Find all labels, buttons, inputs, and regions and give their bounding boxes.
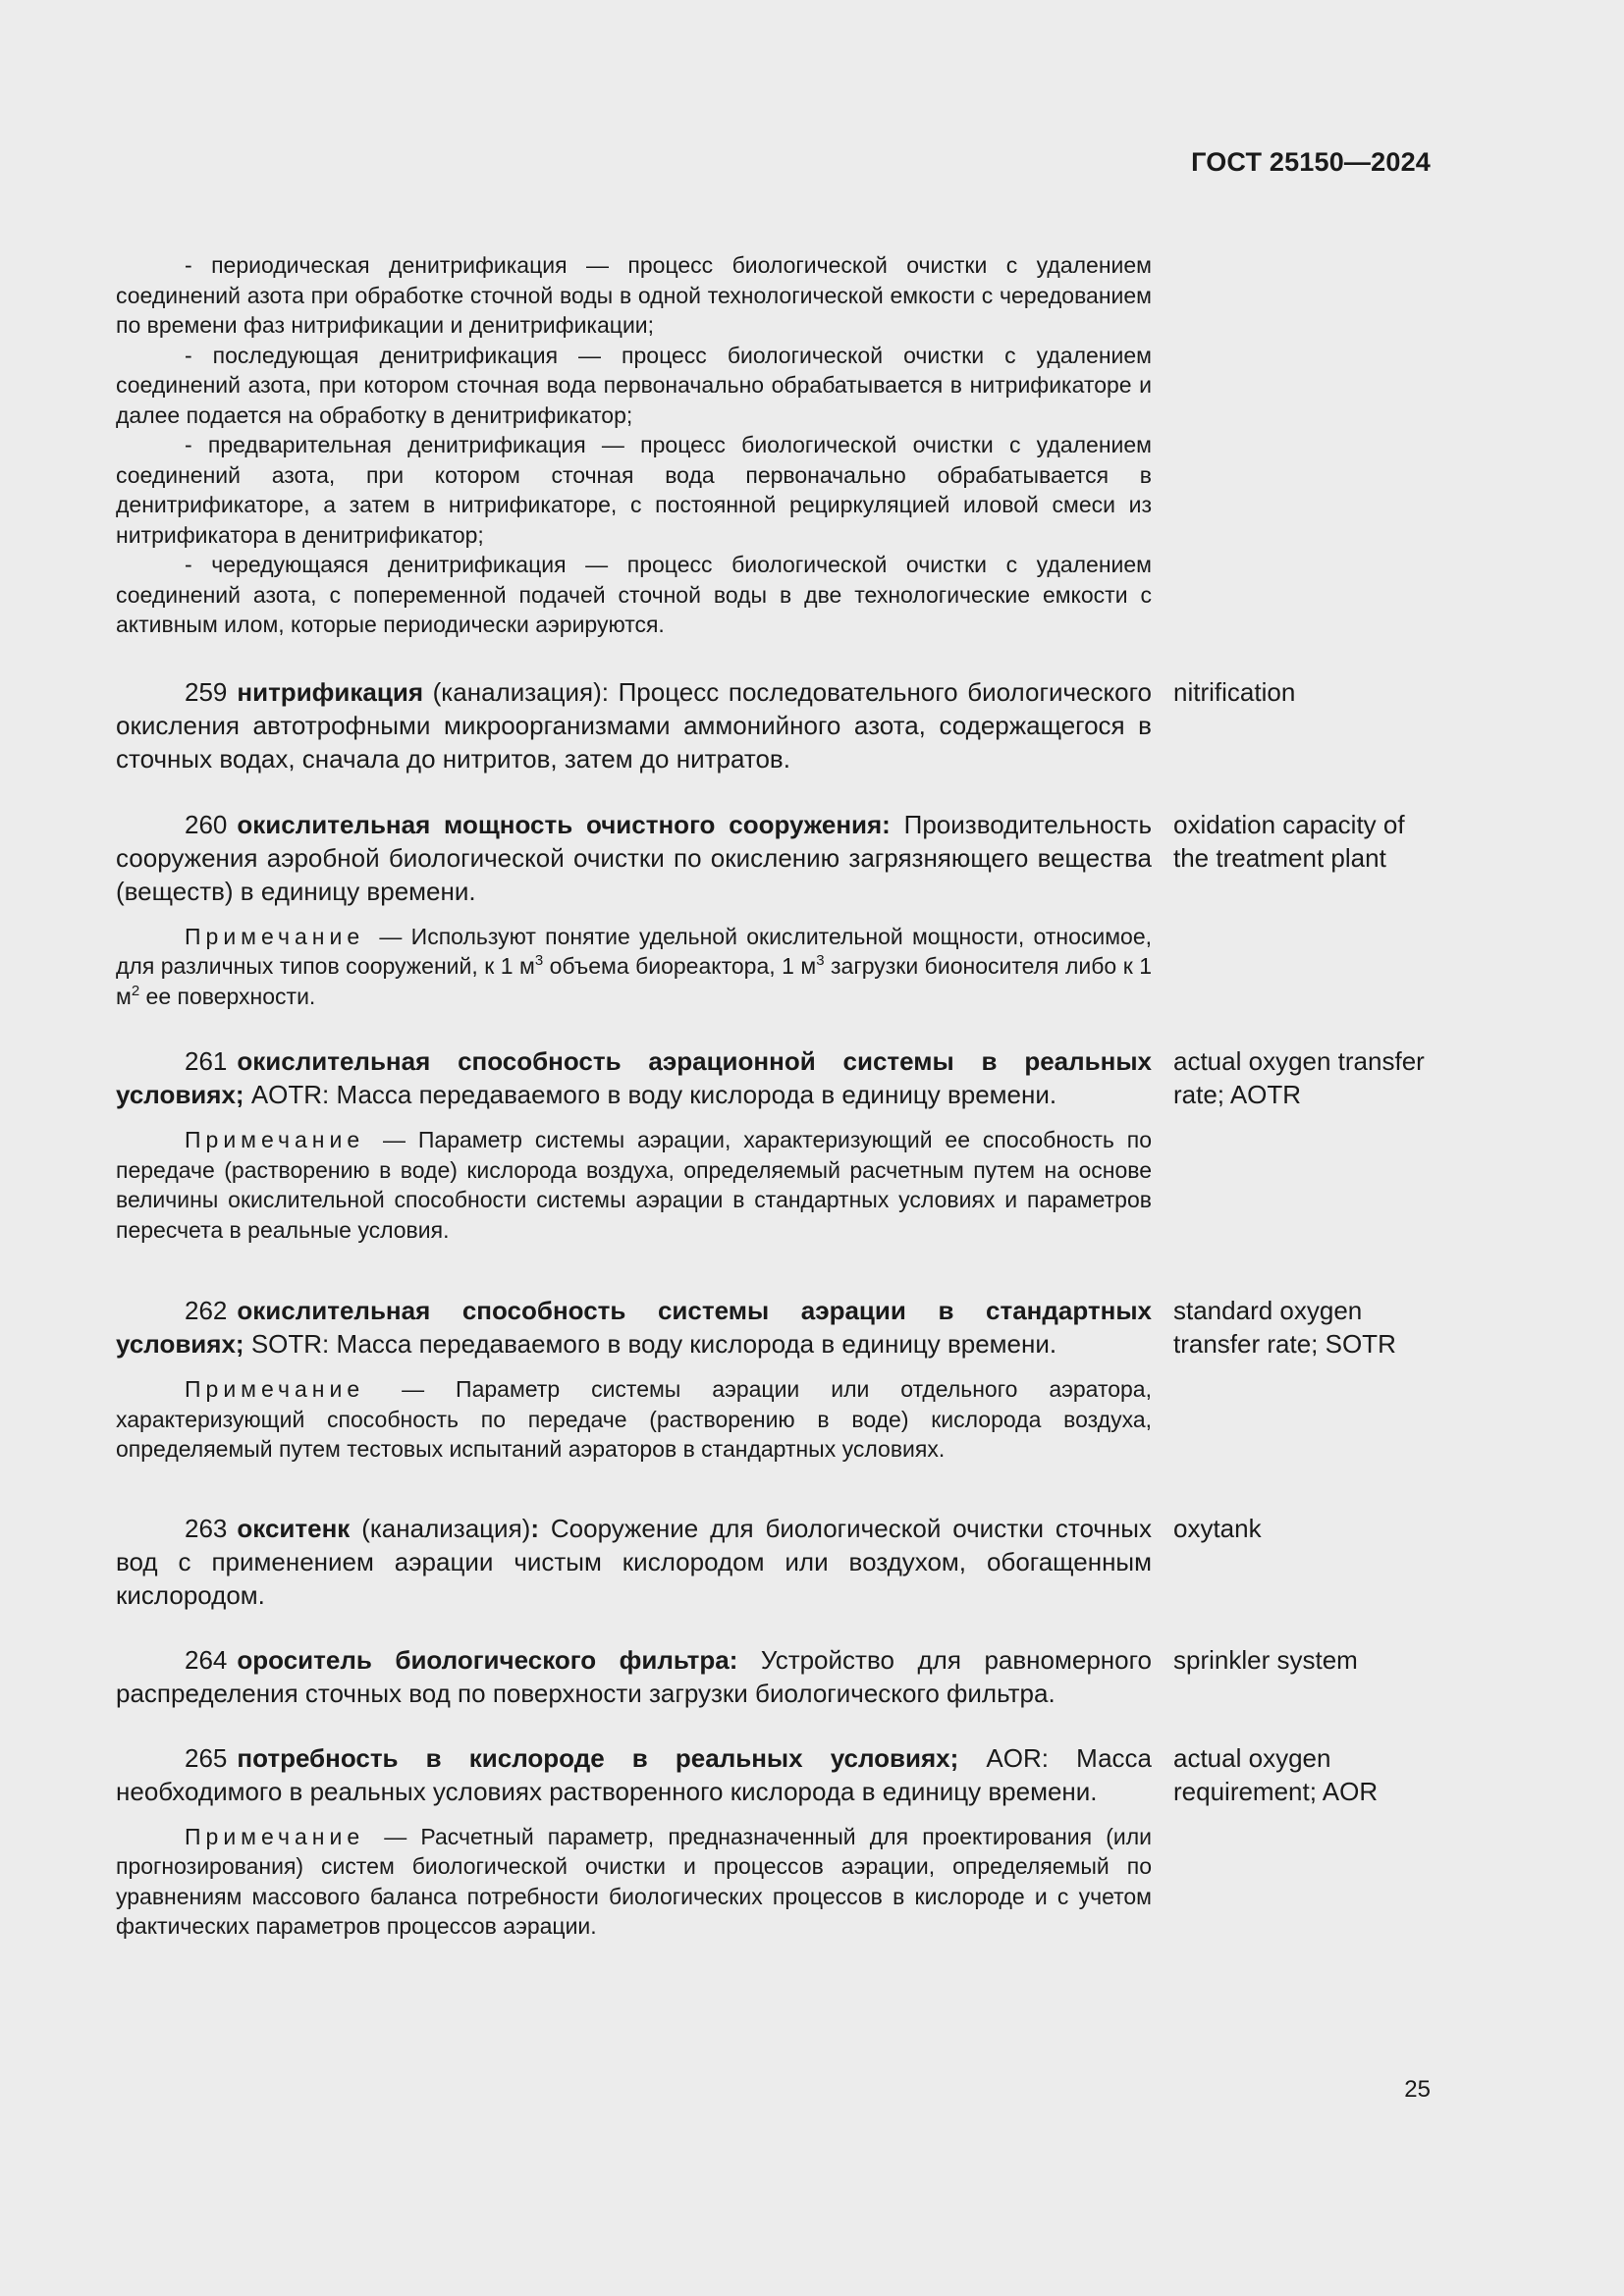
term-name: окситенк [237, 1513, 351, 1543]
note [116, 1125, 1152, 1245]
note-text: загрузки бионосителя либо к 1 м [116, 953, 1153, 1009]
english-equivalent: oxytank [1173, 1513, 1262, 1543]
term-entry-262 [116, 1294, 1432, 1465]
note-text: — Расчетный параметр, предназначенный для проектирования (или прогнозирования) систем биологической очистки и процессов аэрации, определяемый по уравнениям массового баланса потребности биологических процессов в кислороде и с учетом фактических параметров процессов аэрации. [116, 1823, 1152, 1939]
term-definition [116, 808, 1152, 908]
term-name: нитрификация [237, 676, 424, 707]
list-item: - последующая денитрификация — процесс биологической очистки с удалением соединений азота, при котором сточная вода первоначально обрабатывается в нитрификаторе и далее подается на обработку в денитрификатор; [116, 342, 1152, 428]
term-definition [116, 675, 1152, 775]
definition-text: SOTR: Масса передаваемого в воду кислорода в единицу времени. [244, 1329, 1057, 1359]
term-name: ороситель биологического фильтра: [237, 1644, 738, 1675]
list-item: - периодическая денитрификация — процесс биологической очистки с удалением соединений азота при обработке сточной воды в одной технологической емкости с чередованием по времени фаз нитрификации и денитрификации; [116, 252, 1152, 338]
note-text: — Параметр системы аэрации или отдельного аэратора, характеризующий способность по передаче (растворению в воде) кислорода воздуха, определяемый путем тестовых испытаний аэраторов в стандартных условиях. [116, 1376, 1152, 1462]
note-label: Примечание [185, 923, 365, 949]
list-item: - предварительная денитрификация — процесс биологической очистки с удалением соединений азота, при котором сточная вода первоначально обрабатывается в денитрификаторе, а затем в нитрификаторе, с постоянной рециркуляцией иловой смеси из нитрификатора в денитрификатор; [116, 432, 1152, 548]
term-number: 264 [185, 1644, 228, 1675]
note [116, 922, 1152, 1012]
english-equivalent: actual oxygen transfer rate; AOTR [1173, 1046, 1425, 1109]
note-label: Примечание [185, 1376, 365, 1402]
term-entry-263 [116, 1512, 1432, 1612]
term-number: 259 [185, 676, 228, 707]
superscript: 3 [534, 952, 544, 969]
english-equivalent: actual oxygen requirement; AOR [1173, 1742, 1379, 1806]
definition-text: (канализация): Процесс последовательного биологического окисления автотрофными микроорганизмами аммонийного азота, содержащегося в сточных водах, сначала до нитритов, затем до нитратов. [116, 676, 1152, 774]
english-equivalent: nitrification [1173, 676, 1296, 707]
term-number: 263 [185, 1513, 228, 1543]
list-item: - чередующаяся денитрификация — процесс биологической очистки с удалением соединений азота, с попеременной подачей сточной воды в две технологические емкости с активным илом, которые периодически аэрируются. [116, 552, 1152, 637]
note-text: — Параметр системы аэрации, характеризующий ее способность по передаче (растворению в воде) кислорода воздуха, определяемый расчетным путем на основе величины окислительной способности системы аэрации в стандартных условиях и параметров пересчета в реальные условия. [116, 1127, 1152, 1243]
definition-text: Сооружение для биологической очистки сточных вод с применением аэрации чистым кислородом или воздухом, обогащенным кислородом. [116, 1513, 1152, 1610]
term-entry-265 [116, 1741, 1432, 1942]
note-text: ее поверхности. [139, 983, 316, 1009]
term-definition [116, 1643, 1152, 1710]
term-entry-261 [116, 1044, 1432, 1245]
term-entry-260 [116, 808, 1432, 1012]
term-name: окислительная мощность очистного сооружения: [237, 809, 891, 839]
page-header: ГОСТ 25150—2024 [1191, 147, 1431, 177]
definition-text: Производительность сооружения аэробной биологической очистки по окислению загрязняющего вещества (веществ) в единицу времени. [116, 809, 1152, 906]
term-definition [116, 1044, 1152, 1111]
note [116, 1822, 1152, 1942]
term-number: 262 [185, 1296, 228, 1325]
definition-text: AOTR: Масса передаваемого в воду кислорода в единицу времени. [244, 1080, 1057, 1109]
term-definition [116, 1512, 1152, 1612]
term-name: окислительная способность аэрационной системы в реальных условиях; [116, 1046, 1152, 1109]
term-name: окислительная способность системы аэрации в стандартных условиях; [116, 1296, 1152, 1359]
document-body [116, 250, 1432, 1942]
term-name: потребность в кислороде в реальных условиях; [237, 1742, 959, 1773]
definition-qualifier: (канализация) [350, 1513, 531, 1543]
term-number: 261 [185, 1046, 228, 1076]
english-equivalent: standard oxygen transfer rate; SOTR [1173, 1296, 1396, 1359]
definition-colon: : [530, 1513, 539, 1543]
term-entry-259 [116, 675, 1432, 775]
english-equivalent: oxidation capacity of the treatment plant [1173, 809, 1405, 873]
note-text: — Используют понятие удельной окислительной мощности, относимое, для различных типов сооружений, к 1 м [116, 923, 1152, 979]
definition-text: AOR: Масса необходимого в реальных условиях растворенного кислорода в единицу времени. [116, 1742, 1152, 1806]
term-entry-264 [116, 1643, 1432, 1710]
note [116, 1374, 1152, 1465]
note-text: объема биореактора, 1 м [543, 953, 817, 979]
term-number: 265 [185, 1742, 228, 1773]
english-equivalent: sprinkler system [1173, 1644, 1358, 1675]
denitrification-list [116, 250, 1152, 640]
term-number: 260 [185, 809, 228, 839]
term-definition [116, 1741, 1152, 1808]
definition-text: Устройство для равномерного распределения сточных вод по поверхности загрузки биологического фильтра. [116, 1644, 1152, 1708]
term-definition [116, 1294, 1152, 1361]
note-label: Примечание [185, 1127, 365, 1152]
superscript: 2 [131, 982, 140, 999]
note-label: Примечание [185, 1823, 365, 1849]
superscript: 3 [816, 952, 825, 969]
page-number: 25 [1404, 2076, 1431, 2103]
